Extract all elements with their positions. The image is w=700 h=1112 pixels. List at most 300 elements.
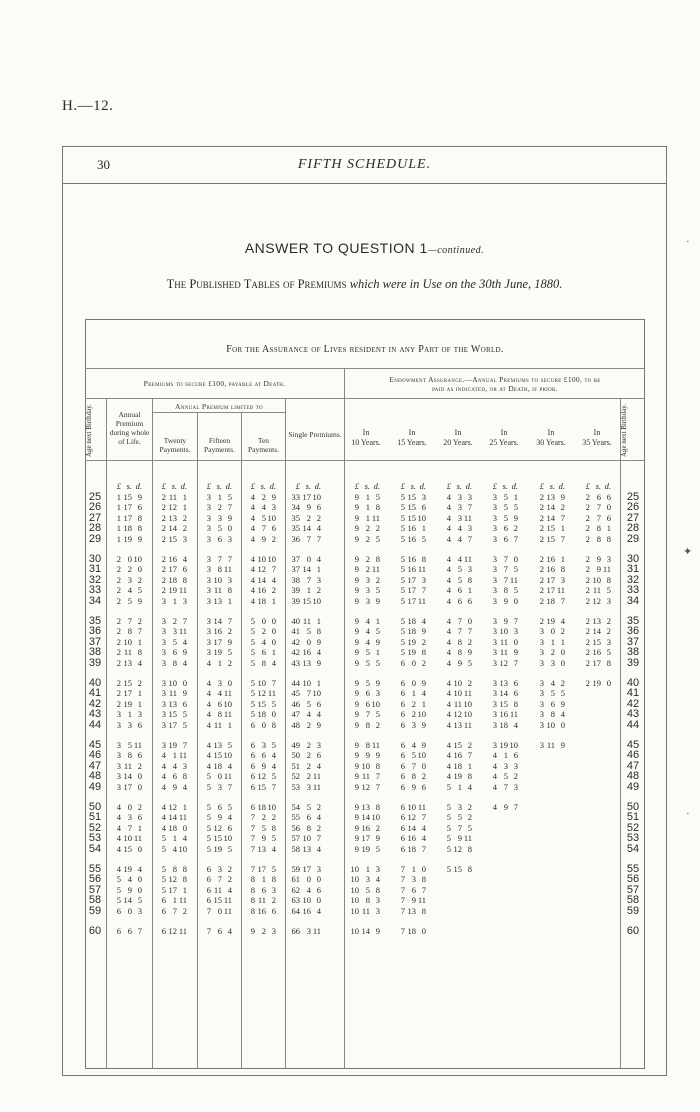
- premium-cell: [288, 895, 321, 905]
- amount-part: 1: [375, 616, 380, 626]
- amount-part: 19: [123, 698, 132, 709]
- endowment-in-label: In: [593, 428, 601, 437]
- premium-cell: [243, 771, 276, 781]
- amount-part: 5: [550, 688, 555, 699]
- amount-part: 2: [539, 512, 544, 523]
- amount-part: 5: [271, 864, 276, 874]
- amount-part: 9: [503, 802, 508, 812]
- amount-part: 1: [467, 760, 472, 771]
- amount-part: 3: [306, 781, 311, 792]
- premium-cell: [485, 771, 518, 781]
- amount-part: 7: [306, 533, 311, 544]
- amount-part: 15: [407, 512, 416, 523]
- premium-cell: [243, 596, 276, 606]
- premium-cell: [578, 596, 611, 606]
- amount-part: 3: [172, 626, 177, 637]
- amount-part: 7: [400, 874, 405, 885]
- premium-cell: [578, 637, 611, 647]
- amount-part: 6: [513, 678, 518, 688]
- amount-part: 5: [400, 492, 405, 502]
- amount-part: 9: [467, 647, 472, 658]
- premium-cell: [154, 575, 187, 585]
- premium-cell: [439, 688, 472, 698]
- amount-part: 3: [217, 678, 222, 688]
- amount-part: 11: [463, 688, 472, 699]
- amount-part: 2: [306, 771, 311, 782]
- age-cell-right: 52: [626, 821, 640, 834]
- amount-part: 3: [421, 574, 426, 585]
- amount-part: 1: [127, 709, 132, 720]
- amount-part: 3: [492, 585, 497, 596]
- amount-part: 11: [509, 574, 518, 585]
- premium-cell: [578, 658, 611, 668]
- amount-part: 36: [291, 533, 300, 544]
- amount-part: 2: [271, 533, 276, 544]
- amount-part: 9: [421, 678, 426, 688]
- amount-part: 5: [137, 585, 142, 596]
- amount-part: 9: [375, 750, 380, 761]
- amount-part: 47: [291, 709, 300, 720]
- amount-part: 11: [463, 512, 472, 523]
- amount-part: 5: [503, 502, 508, 513]
- amount-part: 9: [354, 616, 359, 626]
- column-divider: [197, 412, 198, 1069]
- amount-part: 0: [137, 781, 142, 792]
- premium-cell: [288, 534, 321, 544]
- amount-part: 14: [499, 688, 508, 699]
- premium-cell: [109, 802, 142, 812]
- premium-cell: [393, 513, 426, 523]
- amount-part: 9: [421, 719, 426, 730]
- amount-part: 9: [316, 636, 321, 647]
- amount-part: 3: [467, 564, 472, 575]
- premium-cell: [243, 906, 276, 916]
- age-cell: 53: [88, 832, 102, 845]
- amount-part: 3: [492, 657, 497, 668]
- amount-part: 9: [354, 678, 359, 688]
- age-cell-right: 25: [626, 491, 640, 503]
- amount-part: 0: [467, 616, 472, 626]
- age-cell: 39: [88, 656, 102, 669]
- amount-part: 2: [375, 822, 380, 833]
- amount-part: 14: [546, 502, 555, 513]
- amount-part: 1: [457, 781, 462, 792]
- amount-part: 4: [206, 709, 211, 720]
- age-cell-right: 38: [626, 646, 640, 659]
- amount-part: 11: [602, 564, 611, 575]
- premium-cell: [109, 823, 142, 833]
- amount-part: 4: [161, 781, 166, 792]
- amount-part: 11: [223, 771, 232, 782]
- age-cell: 37: [88, 635, 102, 648]
- amount-part: 2: [227, 657, 232, 668]
- amount-part: 6: [400, 719, 405, 730]
- amount-part: 10: [361, 760, 370, 771]
- premium-cell: [199, 678, 232, 688]
- premium-cell: [243, 864, 276, 874]
- premium-cell: [199, 616, 232, 626]
- amount-part: 5: [457, 812, 462, 823]
- amount-part: 6: [400, 771, 405, 782]
- amount-part: 9: [354, 740, 359, 750]
- amount-part: 0: [306, 874, 311, 885]
- premium-cell: [347, 864, 380, 874]
- amount-part: 18: [499, 719, 508, 730]
- amount-part: 41: [291, 626, 300, 637]
- amount-part: 10: [178, 843, 187, 854]
- amount-part: 18: [257, 709, 266, 720]
- amount-part: 13: [213, 740, 222, 750]
- amount-part: 5: [375, 492, 380, 502]
- amount-part: 6: [316, 502, 321, 513]
- amount-part: 8: [421, 905, 426, 916]
- age-cell: 45: [88, 739, 102, 751]
- amount-part: 8: [375, 554, 380, 564]
- amount-part: 4: [250, 585, 255, 596]
- premium-cell: [243, 575, 276, 585]
- premium-cell: [243, 523, 276, 533]
- amount-part: 11: [417, 895, 426, 906]
- amount-part: 5: [411, 750, 416, 761]
- amount-part: 5: [446, 822, 451, 833]
- amount-part: 7: [137, 926, 142, 936]
- unit-header: [485, 481, 518, 491]
- age-cell-right: 50: [626, 801, 640, 813]
- amount-part: 3: [375, 688, 380, 699]
- amount-part: 3: [316, 740, 321, 750]
- amount-part: 2: [585, 564, 590, 575]
- amount-part: 3: [375, 905, 380, 916]
- amount-part: 6: [400, 833, 405, 844]
- amount-part: 1: [172, 750, 177, 761]
- amount-part: 10: [350, 884, 359, 895]
- amount-part: 6: [250, 740, 255, 750]
- age-cell: 59: [88, 904, 102, 917]
- premium-cell: [109, 688, 142, 698]
- amount-part: 38: [291, 574, 300, 585]
- amount-part: 5: [375, 533, 380, 544]
- amount-part: 16: [302, 905, 311, 916]
- amount-part: 3: [457, 802, 462, 812]
- amount-part: 4: [446, 595, 451, 606]
- amount-part: 12: [168, 502, 177, 513]
- amount-part: 0: [411, 678, 416, 688]
- amount-part: 10: [123, 636, 132, 647]
- premium-cell: [485, 699, 518, 709]
- amount-part: 7: [560, 533, 565, 544]
- unit-label: d.: [465, 481, 472, 491]
- amount-part: 7: [411, 760, 416, 771]
- amount-part: 8: [137, 523, 142, 534]
- amount-part: 2: [116, 678, 121, 688]
- amount-part: 8: [261, 657, 266, 668]
- premium-cell: [393, 699, 426, 709]
- amount-part: 4: [182, 833, 187, 844]
- premium-cell: [109, 895, 142, 905]
- amount-part: 15: [213, 750, 222, 761]
- amount-part: 10: [417, 750, 426, 761]
- amount-part: 17: [592, 657, 601, 668]
- amount-part: 6: [137, 812, 142, 823]
- column-divider: [106, 398, 107, 1069]
- amount-part: 7: [467, 750, 472, 761]
- amount-part: 5: [250, 636, 255, 647]
- amount-part: 7: [227, 502, 232, 513]
- amount-part: 7: [513, 616, 518, 626]
- amount-part: 8: [271, 719, 276, 730]
- amount-part: 4: [116, 822, 121, 833]
- premium-cell: [393, 585, 426, 595]
- amount-part: 2: [137, 616, 142, 626]
- amount-part: 9: [354, 698, 359, 709]
- premium-cell: [439, 740, 472, 750]
- amount-part: 2: [539, 502, 544, 513]
- amount-part: 11: [509, 709, 518, 720]
- amount-part: 5: [400, 512, 405, 523]
- amount-part: 1: [137, 636, 142, 647]
- amount-part: 6: [457, 585, 462, 596]
- amount-part: 8: [250, 874, 255, 885]
- amount-part: 4: [116, 843, 121, 854]
- amount-part: 10: [407, 802, 416, 812]
- amount-part: 4: [217, 688, 222, 699]
- amount-part: 8: [227, 585, 232, 596]
- amount-part: 9: [217, 812, 222, 823]
- premium-cell: [578, 492, 611, 502]
- amount-part: 7: [400, 926, 405, 936]
- amount-part: 11: [257, 895, 266, 906]
- amount-part: 4: [306, 709, 311, 720]
- amount-part: 3: [206, 626, 211, 637]
- amount-part: 3: [411, 874, 416, 885]
- amount-part: 15: [213, 833, 222, 844]
- amount-part: 17: [168, 719, 177, 730]
- amount-part: 3: [161, 709, 166, 720]
- amount-part: 9: [560, 698, 565, 709]
- amount-part: 2: [365, 564, 370, 575]
- premium-cell: [199, 575, 232, 585]
- premium-cell: [109, 761, 142, 771]
- amount-part: 16: [407, 564, 416, 575]
- amount-part: 18: [213, 760, 222, 771]
- amount-part: 6: [206, 874, 211, 885]
- premium-cell: [439, 502, 472, 512]
- section-title-suffix: —continued.: [427, 245, 485, 256]
- amount-part: 4: [206, 698, 211, 709]
- unit-label: £: [400, 481, 405, 491]
- amount-part: 4: [492, 781, 497, 792]
- amount-part: 0: [227, 678, 232, 688]
- amount-part: 45: [291, 688, 300, 699]
- amount-part: 6: [411, 884, 416, 895]
- amount-part: 3: [492, 688, 497, 699]
- amount-part: 42: [291, 647, 300, 658]
- amount-part: 5: [375, 585, 380, 596]
- amount-part: 2: [227, 626, 232, 637]
- amount-part: 5: [457, 564, 462, 575]
- amount-part: 2: [137, 802, 142, 812]
- amount-part: 5: [400, 636, 405, 647]
- amount-part: 9: [271, 492, 276, 502]
- amount-part: 58: [291, 843, 300, 854]
- premium-cell: [288, 699, 321, 709]
- amount-part: 3: [161, 688, 166, 699]
- amount-part: 3: [182, 760, 187, 771]
- amount-part: 17: [546, 574, 555, 585]
- amount-part: 4: [446, 626, 451, 637]
- amount-part: 7: [375, 781, 380, 792]
- premium-cell: [243, 637, 276, 647]
- amount-part: 0: [306, 554, 311, 564]
- amount-part: 7: [467, 533, 472, 544]
- amount-part: 16: [407, 554, 416, 564]
- amount-part: 14: [213, 616, 222, 626]
- amount-part: 7: [316, 533, 321, 544]
- premium-cell: [243, 761, 276, 771]
- amount-part: 9: [560, 492, 565, 502]
- amount-part: 6: [161, 926, 166, 936]
- premium-cell: [243, 554, 276, 564]
- endowment-years-label: 10 Years.: [351, 437, 381, 447]
- amount-part: 4: [446, 554, 451, 564]
- premium-cell: [243, 678, 276, 688]
- amount-part: 18: [123, 523, 132, 534]
- premium-cell: [485, 575, 518, 585]
- amount-part: 39: [291, 585, 300, 596]
- unit-label: d.: [558, 481, 565, 491]
- premium-cell: [109, 585, 142, 595]
- amount-part: 6: [206, 895, 211, 906]
- age-cell: 55: [88, 863, 102, 875]
- amount-part: 7: [206, 926, 211, 936]
- table-heading: For the Assurance of Lives resident in any Part of the World.: [226, 344, 504, 355]
- premium-cell: [199, 596, 232, 606]
- amount-part: 64: [291, 905, 300, 916]
- amount-part: 5: [172, 636, 177, 647]
- premium-cell: [393, 647, 426, 657]
- amount-part: 10: [453, 688, 462, 699]
- amount-part: 0: [606, 678, 611, 688]
- amount-part: 15: [123, 492, 132, 502]
- amount-part: 3: [127, 719, 132, 730]
- amount-part: 4: [457, 533, 462, 544]
- age-cell-right: 58: [626, 894, 640, 907]
- amount-part: 61: [291, 874, 300, 885]
- amount-part: 6: [306, 812, 311, 823]
- age-cell-right: 31: [626, 563, 640, 576]
- amount-part: 9: [354, 833, 359, 844]
- amount-part: 17: [407, 595, 416, 606]
- unit-label: s.: [364, 481, 370, 491]
- amount-part: 6: [261, 884, 266, 895]
- amount-part: 7: [227, 554, 232, 564]
- amount-part: 6: [400, 760, 405, 771]
- fifteen-payments-header: Fifteen Payments.: [203, 436, 236, 454]
- amount-part: 9: [354, 585, 359, 596]
- amount-part: 11: [371, 564, 380, 575]
- age-cell: 52: [88, 821, 102, 834]
- amount-part: 3: [492, 523, 497, 534]
- amount-part: 3: [560, 574, 565, 585]
- amount-part: 2: [606, 616, 611, 626]
- amount-part: 9: [306, 502, 311, 513]
- amount-part: 14: [257, 574, 266, 585]
- amount-part: 5: [250, 647, 255, 658]
- amount-part: 54: [291, 802, 300, 812]
- amount-part: 6: [271, 905, 276, 916]
- amount-part: 53: [291, 781, 300, 792]
- amount-part: 16: [592, 647, 601, 658]
- amount-part: 4: [560, 709, 565, 720]
- amount-part: 15: [407, 492, 416, 502]
- amount-part: 9: [354, 636, 359, 647]
- amount-part: 3: [365, 574, 370, 585]
- amount-part: 0: [513, 554, 518, 564]
- amount-part: 3: [492, 564, 497, 575]
- amount-part: 2: [116, 636, 121, 647]
- premium-cell: [485, 688, 518, 698]
- premium-cell: [532, 575, 565, 585]
- amount-part: 4: [172, 843, 177, 854]
- premium-cell: [532, 564, 565, 574]
- amount-part: 9: [250, 926, 255, 936]
- amount-part: 8: [606, 574, 611, 585]
- amount-part: 6: [365, 688, 370, 699]
- premium-cell: [578, 678, 611, 688]
- amount-part: 4: [250, 595, 255, 606]
- unit-label: £: [250, 481, 255, 491]
- amount-part: 9: [182, 688, 187, 699]
- column-divider: [620, 398, 621, 1069]
- amount-part: 19: [213, 843, 222, 854]
- unit-label: s.: [171, 481, 177, 491]
- premium-cell: [288, 596, 321, 606]
- premium-cell: [439, 750, 472, 760]
- unit-label: s.: [595, 481, 601, 491]
- amount-part: 2: [585, 616, 590, 626]
- amount-part: 5: [400, 616, 405, 626]
- group-heading-death: Premiums to secure £100, payable at Death.: [143, 379, 286, 388]
- premium-cell: [347, 926, 380, 936]
- amount-part: 9: [354, 595, 359, 606]
- unit-header: [199, 481, 232, 491]
- amount-part: 9: [375, 595, 380, 606]
- premium-cell: [485, 658, 518, 668]
- amount-part: 5: [421, 533, 426, 544]
- amount-part: 6: [137, 750, 142, 761]
- amount-part: 2: [375, 719, 380, 730]
- amount-part: 3: [539, 719, 544, 730]
- premium-cell: [347, 782, 380, 792]
- amount-part: 12: [361, 781, 370, 792]
- amount-part: 8: [421, 554, 426, 564]
- premium-cell: [243, 812, 276, 822]
- subtitle: [62, 277, 667, 292]
- unit-header: [439, 481, 472, 491]
- amount-part: 5: [513, 502, 518, 513]
- amount-part: 3: [492, 492, 497, 502]
- age-column-header-right: Age next Birthday.: [620, 403, 628, 457]
- amount-part: 9: [354, 750, 359, 761]
- amount-part: 5: [227, 802, 232, 812]
- premium-cell: [393, 823, 426, 833]
- amount-part: 33: [291, 492, 300, 502]
- amount-part: 5: [606, 647, 611, 658]
- amount-part: 3: [161, 595, 166, 606]
- premium-cell: [154, 720, 187, 730]
- age-cell: 58: [88, 894, 102, 907]
- amount-part: 9: [354, 760, 359, 771]
